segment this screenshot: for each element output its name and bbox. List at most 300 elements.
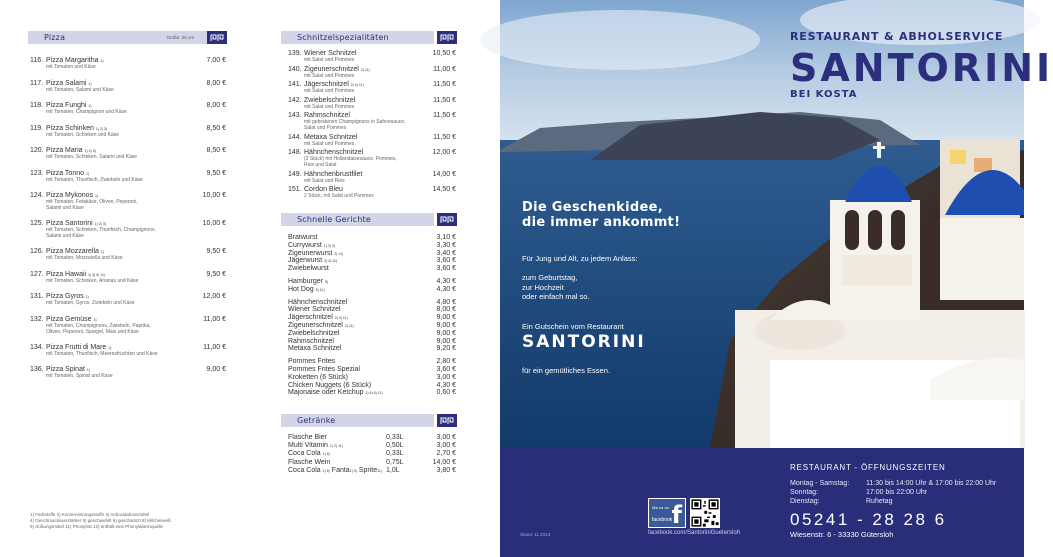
item-footnote: 2) 4) 11) (350, 83, 364, 87)
item-number: 148. (288, 149, 302, 156)
item-description: mit Tomaten, Champignon und Käse (46, 109, 127, 115)
menu-item (288, 467, 456, 475)
item-price: 8,50 € (206, 124, 226, 132)
item-description: mit Tomaten, Thunfisch, Meeresfrüchten und Käse (46, 350, 158, 357)
item-price: 8,50 € (206, 147, 226, 154)
item-price: 12,00 € (202, 293, 226, 300)
menu-item (30, 316, 226, 336)
item-name-text: Cordon Bleu (304, 186, 343, 193)
item-name-text: Zwiebelschnitzel (304, 96, 356, 104)
menu-item (288, 366, 456, 374)
item-number: 123. (30, 169, 44, 177)
item-price: 8,00 € (206, 102, 226, 109)
item-number: 124. (30, 192, 44, 199)
item-name (288, 314, 348, 322)
item-footnote: 11) (377, 468, 382, 473)
item-price: 7,00 € (206, 57, 226, 64)
item-name (288, 330, 339, 338)
menu-item (288, 345, 456, 353)
facebook-badge[interactable] (648, 498, 686, 528)
item-description: mit Tomaten, Thunfisch, Zwiebeln und Käse (46, 176, 143, 183)
item-name-text: Pizza Gemüse (46, 315, 92, 323)
item-price: 8,00 € (436, 306, 456, 314)
item-footnote: 1) (86, 368, 90, 372)
hours-day: Montag - Samstag: (790, 480, 850, 487)
item-description: Salat und Pommes (304, 125, 347, 131)
menu-item (288, 330, 456, 338)
item-price: 9,00 € (436, 314, 456, 322)
item-price: 9,00 € (206, 366, 226, 373)
schnitzel-section-header (281, 31, 434, 44)
item-price: 10,50 € (432, 50, 456, 57)
item-number: 118. (30, 102, 44, 109)
item-name-text: Rahmschnitzel (304, 112, 350, 119)
item-name-text: Zigeunerschnitzel (288, 322, 343, 329)
item-price: 14,50 € (432, 186, 456, 193)
brand-small: SANTORINI (522, 332, 646, 352)
item-footnote: 1) (85, 171, 90, 176)
item-price: 4,80 € (436, 298, 456, 306)
item-name (288, 434, 327, 442)
item-price: 11,00 € (203, 315, 226, 323)
item-description: mit Tomaten, Fetakäse, Oliven, Peperoni, (46, 199, 138, 205)
item-number: 116. (30, 57, 44, 64)
fb-word: facebook (652, 517, 673, 523)
item-footnote: 2) 4) 11) (324, 259, 338, 264)
item-footnote: 2) 11) (334, 251, 344, 256)
item-name-text: Zigeunerwurst (288, 249, 333, 257)
menu-item (30, 102, 226, 122)
item-description: mit Tomaten, Schinken, Thunfisch, Champignons, (46, 227, 156, 233)
item-name-text: Zwiebelschnitzel (288, 329, 340, 337)
item-footnote: 2) 4) 11) (334, 316, 348, 321)
item-number: 139. (288, 50, 302, 57)
pizza-section-header (28, 31, 208, 44)
item-name-text: Multi Vitamin (288, 442, 328, 450)
occasion-item: zum Geburtstag, (522, 273, 578, 282)
item-price: 12,00 € (432, 149, 456, 156)
item-name (288, 382, 371, 390)
item-number: 151. (288, 186, 302, 193)
item-price: 3,00 € (436, 373, 456, 381)
item-name-text: Bratwurst (288, 234, 318, 241)
occasion-item: oder einfach mal so. (522, 292, 590, 301)
item-name-text: Jägerschnitzel (304, 81, 349, 88)
item-description: mit Tomaten, Salami und Käse (46, 86, 114, 93)
item-name-text: Coca Cola (288, 450, 321, 458)
item-description: (2 Stück) mit Hollandaisesauce, Pommes, (304, 156, 397, 162)
menu-item (288, 242, 456, 250)
item-footnote: 2) 11) (344, 324, 354, 328)
item-name-text: Majonaise oder Ketchup (288, 389, 364, 397)
item-name (288, 459, 330, 467)
gift-line-1: Die Geschenkidee, (522, 200, 663, 215)
pizza-column (0, 0, 250, 557)
item-price: 4,30 € (436, 278, 456, 285)
getraenke-section-header (281, 414, 434, 427)
item-price: 9,00 € (436, 337, 456, 345)
item-name-text: Flasche Wein (288, 458, 331, 466)
item-name-text: Pizza Margaritha (46, 57, 99, 64)
item-description: mit Salat und Pommes (304, 88, 355, 94)
fb-like-text: like us on (652, 505, 669, 510)
item-price: 9,50 € (206, 248, 226, 255)
menu-item (30, 192, 226, 212)
menu-item (288, 314, 456, 322)
qr-code-icon[interactable] (690, 498, 720, 528)
item-name-text: Pizza Spinat (46, 366, 85, 373)
menu-item (288, 97, 456, 113)
item-name-text: Coca Cola (288, 466, 321, 474)
item-number: 141. (288, 81, 302, 88)
item-price: 10,00 € (202, 192, 226, 199)
voucher-line: Ein Gutschein vom Restaurant (522, 322, 624, 331)
item-number: 127. (30, 270, 44, 278)
item-quantity: 1,0L (386, 466, 400, 474)
middle-column (250, 0, 500, 557)
menu-item (288, 112, 456, 131)
item-name-text: Pommes Frites Spezial (288, 366, 360, 373)
item-footnote: 1) (85, 295, 89, 299)
menu-item (288, 234, 456, 242)
menu-item (288, 459, 456, 467)
item-number: 125. (30, 220, 44, 227)
menu-item (288, 149, 456, 168)
item-description: mit Tomaten, Spinat und Käse (46, 373, 113, 379)
hours-day: Sonntag: (790, 489, 819, 496)
item-price: 3,60 € (436, 257, 456, 265)
item-name (288, 278, 328, 286)
item-name-text: Pizza Salami (46, 79, 87, 87)
item-name-text: Chicken Nuggets (6 Stück) (288, 381, 372, 389)
getraenke-section-title: Getränke (297, 416, 336, 425)
item-name (288, 250, 343, 258)
item-name-text: Pizza Tonno (46, 169, 85, 177)
item-description: Salami und Käse (46, 233, 84, 239)
menu-item (288, 442, 456, 450)
menu-item (288, 278, 456, 286)
item-price: 11,50 € (433, 81, 456, 88)
item-number: 120. (30, 147, 44, 154)
item-price: 14,00 € (432, 170, 456, 178)
item-footnote: 1) 3) (349, 468, 357, 473)
item-footnote: 1) 2) 3) (323, 243, 336, 248)
item-name (288, 322, 354, 330)
menu-item (288, 250, 456, 258)
item-name-text: Hähnchenschnitzel (304, 149, 364, 156)
item-description: mit Tomaten, Schinken, Salami und Käse (46, 154, 138, 160)
item-price: 3,00 € (436, 434, 456, 441)
item-price: 3,60 € (436, 265, 456, 273)
item-number: 142. (288, 96, 302, 104)
item-footnote: 1) (108, 345, 112, 350)
item-name-text: Rahmschnitzel (288, 337, 334, 345)
menu-item (288, 171, 456, 187)
occasion-item: zur Hochzeit (522, 282, 564, 292)
item-footnote: 1) 6) (322, 452, 330, 457)
item-name (288, 306, 341, 314)
item-name-text: Pizza Mykonos (46, 192, 94, 199)
brand-subtitle: BEI KOSTA (790, 89, 858, 100)
item-price: 9,50 € (206, 169, 226, 177)
stand-date: Stand: 11.2024 (520, 532, 551, 537)
item-price: 2,70 € (436, 450, 456, 458)
item-number: 117. (30, 79, 44, 87)
menu-item (288, 389, 456, 397)
menu-item (288, 374, 456, 382)
item-number: 134. (30, 343, 44, 351)
pizza-section-title: Pizza (44, 33, 66, 42)
item-name-text: Hähnchenschnitzel (288, 298, 348, 306)
facebook-url[interactable]: facebook.com/SantoriniGuetersloh (648, 530, 741, 536)
menu-item (288, 358, 456, 366)
item-price: 2,80 € (436, 358, 456, 366)
footnotes (30, 512, 230, 530)
item-price: 4,30 € (436, 285, 456, 293)
item-name-text: Jägerschnitzel (288, 314, 333, 322)
item-description: mit Salat und Pommes (304, 140, 355, 147)
item-name (288, 299, 347, 307)
item-number: 126. (30, 248, 44, 255)
meander-icon (207, 31, 227, 44)
item-price: 3,10 € (436, 234, 456, 241)
item-price: 0,60 € (436, 389, 456, 397)
menu-item (30, 147, 226, 167)
item-quantity: 0,50L (386, 442, 404, 450)
phone-number[interactable]: 05241 - 28 28 6 (790, 510, 947, 529)
item-name-text: Hähnchenbrustfilet (304, 170, 363, 178)
item-number: 132. (30, 315, 44, 323)
item-name (288, 345, 341, 353)
item-description: mit Tomaten, Mozzarella und Käse (46, 255, 123, 261)
menu-item (288, 306, 456, 314)
item-name (288, 374, 348, 382)
item-number: 136. (30, 366, 44, 373)
menu-item (30, 344, 226, 364)
occasion-text: Für Jung und Alt, zu jedem Anlass: (522, 254, 638, 263)
item-description: mit Tomaten und Käse (46, 64, 96, 70)
item-description: mit Tomaten, Schinken, Ananas und Käse (46, 277, 139, 284)
item-description: mit Salat und Reis (304, 177, 345, 184)
menu-item (30, 80, 226, 100)
item-name-text: Metaxa Schnitzel (288, 345, 342, 353)
item-price: 9,50 € (206, 270, 226, 278)
item-name-text: Pizza Frutti di Mare (46, 343, 107, 351)
item-footnote: 1) 6) (322, 468, 330, 473)
meander-icon (437, 414, 457, 427)
menu-item (30, 248, 226, 268)
item-name (288, 286, 325, 294)
hours-time: Ruhetag (866, 498, 893, 505)
item-name-text: Flasche Bier (288, 434, 327, 441)
item-footnote: 5) (324, 280, 329, 284)
item-number: 119. (30, 124, 44, 132)
item-footnote: 1) (100, 59, 104, 63)
menu-item (288, 134, 456, 150)
item-description: 2 Stück, mit Salat und Pommes (304, 193, 374, 199)
menu-item (288, 450, 456, 458)
gift-headline (522, 200, 680, 230)
item-description: mit Salat und Pommes (304, 57, 355, 63)
item-name-text: Sprite (358, 466, 378, 474)
item-footnote: 1) 2) 3) (84, 149, 96, 153)
item-price: 9,20 € (436, 345, 456, 353)
schnitzel-section-title: Schnitzelspezialitäten (297, 33, 389, 42)
item-name (288, 257, 337, 265)
item-name (288, 450, 330, 458)
item-name (288, 366, 360, 374)
item-price: 3,40 € (436, 249, 456, 257)
item-name-text: Pizza Hawaii (46, 270, 87, 278)
item-number: 131. (30, 293, 44, 300)
menu-item (288, 66, 456, 82)
menu-item (30, 220, 226, 240)
item-quantity: 0,33L (386, 434, 404, 441)
footnote-line: 1) Farbstoffe 2) Konservierungsstoffe 3) Antioxidationsmittel (30, 512, 150, 517)
footnote-line: 9) Süßungsmittel 11) Phosphat 12) enthält eine Phenylalaninquelle (30, 524, 164, 529)
item-number: 143. (288, 112, 302, 119)
item-quantity: 0,75L (386, 458, 404, 466)
item-number: 140. (288, 65, 302, 73)
item-name-text: Hamburger (288, 278, 324, 285)
item-description: mit Salat und Pommes (304, 72, 355, 79)
item-name (288, 467, 382, 475)
item-footnote: 1) (88, 104, 92, 108)
menu-item (30, 125, 226, 145)
item-name-text: Jägerwurst (288, 257, 323, 265)
item-name (288, 442, 343, 450)
item-name-text: Wiener Schnitzel (304, 50, 357, 57)
brand-logo-text: SANTORINI (790, 46, 1053, 90)
menu-item (30, 271, 226, 291)
item-price: 11,00 € (203, 343, 226, 351)
item-name-text: Metaxa Schnitzel (304, 133, 358, 141)
meander-icon (437, 213, 457, 226)
item-name-text: Pizza Schinken (46, 124, 94, 132)
item-price: 14,00 € (432, 458, 456, 466)
item-footnote: 1) 2) 3) (94, 222, 106, 226)
title-block (790, 30, 1053, 100)
item-name (288, 234, 318, 242)
item-description: mit Tomaten, Champignons, Zwiebeln, Paprika, (46, 322, 151, 329)
item-name-text: Zigeunerschnitzel (304, 65, 359, 73)
item-name-text: Pizza Funghi (46, 102, 87, 109)
item-name-text: Zwiebelwurst (288, 265, 329, 273)
item-price: 3,60 € (436, 366, 456, 373)
item-price: 4,30 € (436, 381, 456, 389)
item-price: 3,30 € (436, 241, 456, 249)
item-number: 149. (288, 170, 302, 178)
item-description: Reis und Salat (304, 162, 337, 168)
menu-item (30, 170, 226, 190)
item-footnote: 1) (88, 81, 92, 86)
item-description: Oliven, Peperoni, Spargel, Mais und Käse (46, 328, 139, 335)
schnelle-section-title: Schnelle Gerichte (297, 215, 372, 224)
address: Wiesenstr. 6 - 33330 Gütersloh (790, 530, 894, 539)
item-price: 11,50 € (433, 112, 456, 119)
menu-item (288, 434, 456, 442)
item-name (288, 338, 334, 346)
item-price: 9,00 € (436, 322, 456, 329)
item-price: 3,00 € (436, 442, 456, 450)
pizza-size-note: Größe: 26 cm (166, 35, 194, 40)
item-footnote: 1) 2) 11) (329, 444, 343, 449)
item-description: Salami und Käse (46, 205, 84, 211)
item-name-text: Pizza Santorini (46, 220, 93, 227)
occasion-list (522, 273, 590, 302)
advert-panel (500, 0, 1053, 557)
restaurant-tagline: RESTAURANT & ABHOLSERVICE (790, 30, 1004, 43)
footnote-line: 4) Geschmacksverstärker 5) geschwefelt 6) geschwärzt 8) Milcheiweiß (30, 518, 171, 523)
item-name-text: Pommes Frites (288, 358, 336, 366)
item-number: 144. (288, 133, 302, 141)
item-footnote: 1) 4) 6) 11) (365, 391, 383, 396)
menu-item (288, 50, 456, 66)
item-footnote: 5) 11) (315, 287, 325, 292)
item-name-text: Wiener Schnitzel (288, 306, 341, 314)
menu-item (288, 382, 456, 390)
menu-item (288, 338, 456, 346)
item-price: 11,00 € (433, 65, 456, 73)
item-name (288, 265, 329, 273)
item-name (288, 358, 335, 366)
item-footnote: 1) (100, 250, 104, 254)
item-name-text: Kroketten (6 Stück) (288, 373, 348, 381)
item-footnote: 1) (93, 317, 97, 322)
item-footnote: 1) (95, 194, 99, 198)
item-price: 11,50 € (433, 96, 456, 104)
menu-item (288, 286, 456, 294)
enjoy-line: für ein gemütliches Essen. (522, 366, 610, 375)
gift-line-2: die immer ankommt! (522, 215, 681, 230)
menu-item (30, 366, 226, 386)
item-name-text: Pizza Mozzarella (46, 248, 99, 255)
item-footnote: 1) 2) 3) (95, 126, 108, 131)
item-description: mit Tomaten, Schinken und Käse (46, 131, 120, 138)
item-price: 10,00 € (202, 220, 226, 227)
menu-item (288, 257, 456, 265)
item-description: mit Salat und Pommes (304, 103, 355, 110)
item-name-text: Pizza Maria (46, 147, 83, 154)
item-description: mit Tomaten, Gyros, Zwiebeln und Käse (46, 300, 135, 306)
item-name-text: Currywurst (288, 241, 322, 249)
menu-item (288, 186, 456, 202)
item-price: 11,50 € (433, 133, 456, 141)
menu-item (30, 293, 226, 313)
item-price: 9,00 € (436, 329, 456, 337)
menu-item (288, 322, 456, 330)
item-name (288, 242, 335, 250)
item-description: mit gebratenen Champignons in Sahnesauce, (304, 119, 406, 125)
hours-time: 11:30 bis 14:00 Uhr & 17:00 bis 22:00 Uhr (866, 480, 997, 487)
item-quantity: 0,33L (386, 450, 404, 458)
menu-item (288, 81, 456, 97)
item-name-text: Fanta (331, 466, 350, 474)
item-footnote: 1) 3) 9) 11) (88, 272, 106, 277)
meander-icon (437, 31, 457, 44)
item-name (288, 389, 383, 397)
item-price: 3,80 € (436, 466, 456, 474)
menu-item (288, 299, 456, 307)
item-footnote: 2) 11) (360, 67, 370, 72)
item-name-text: Pizza Gyros (46, 293, 84, 300)
menu-item (288, 265, 456, 273)
menu-item (30, 57, 226, 77)
schnelle-section-header (281, 213, 434, 226)
item-price: 8,00 € (206, 79, 226, 87)
hours-day: Dienstag: (790, 498, 820, 505)
item-name-text: Hot Dog (288, 285, 314, 293)
